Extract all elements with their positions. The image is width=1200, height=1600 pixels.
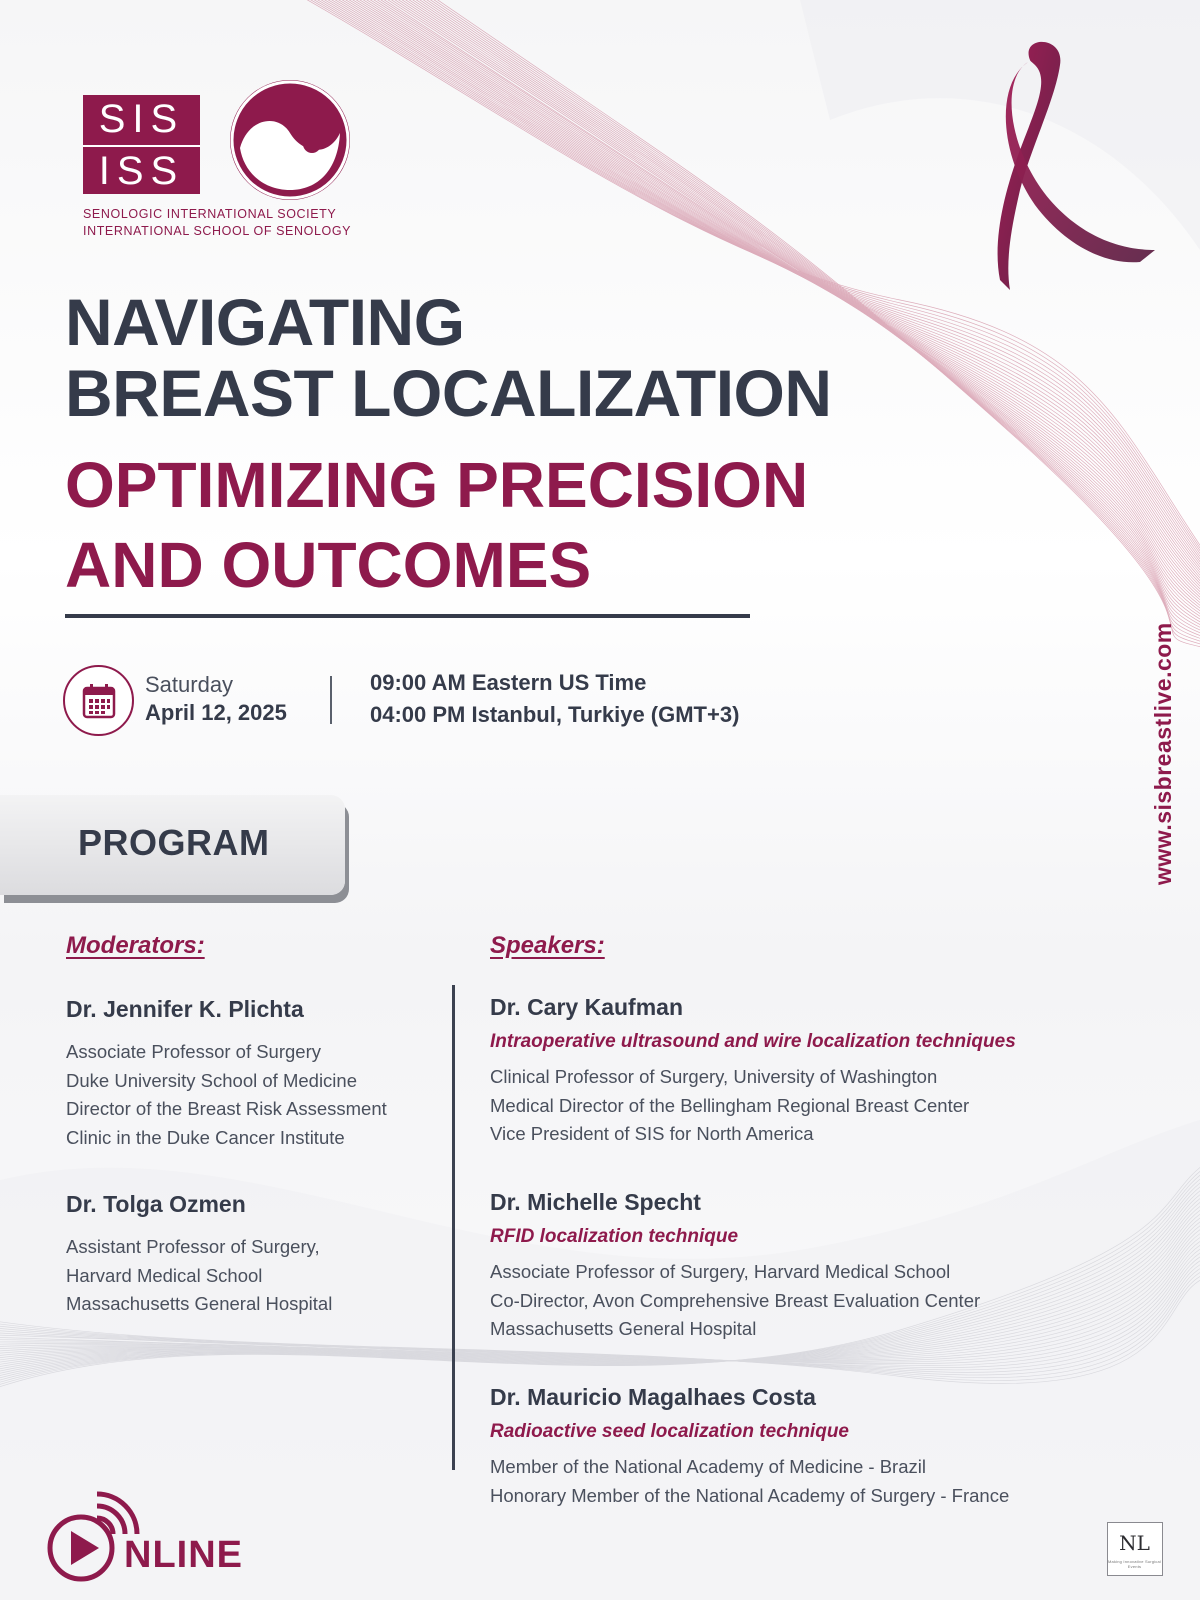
speaker-detail-line: Honorary Member of the National Academy of Surgery - France — [490, 1484, 1010, 1506]
speaker-detail-line: Associate Professor of Surgery, Harvard Medical School — [490, 1261, 951, 1282]
speaker-details — [490, 1063, 969, 1149]
calendar-icon — [82, 683, 116, 719]
nl-badge-text: NL — [1119, 1531, 1150, 1555]
speaker-detail-line: Co-Director, Avon Comprehensive Breast Evaluation Center — [490, 1289, 981, 1311]
speaker-detail-line: Vice President of SIS for North America — [490, 1123, 814, 1144]
moderator-detail-line: Harvard Medical School — [66, 1264, 263, 1286]
calendar-badge — [63, 665, 134, 736]
event-time-us: 09:00 AM Eastern US Time — [370, 670, 647, 695]
online-label: NLINE — [124, 1534, 243, 1576]
moderator-name: Dr. Tolga Ozmen — [66, 1191, 246, 1217]
nl-badge-subtext: Making Innovative Surgical Events — [1108, 1559, 1162, 1569]
title-divider — [65, 614, 750, 618]
moderator-detail-line: Assistant Professor of Surgery, — [66, 1236, 320, 1257]
moderator-detail-line: Associate Professor of Surgery — [66, 1041, 321, 1062]
speakers-heading: Speakers: — [490, 932, 605, 959]
speaker-topic: RFID localization technique — [490, 1226, 739, 1247]
subtitle-line-2: AND OUTCOMES — [65, 529, 592, 601]
moderator-details — [66, 1233, 332, 1319]
sis-iss-logo — [83, 95, 200, 194]
moderator-details — [66, 1038, 387, 1152]
org-name-school: INTERNATIONAL SCHOOL OF SENOLOGY — [83, 224, 352, 238]
awareness-ribbon-icon — [990, 40, 1175, 300]
moderator-detail-line: Director of the Breast Risk Assessment — [66, 1098, 387, 1119]
speaker-detail-line: Massachusetts General Hospital — [490, 1318, 757, 1339]
date-time-separator — [330, 676, 332, 724]
speaker-topic: Radioactive seed localization technique — [490, 1421, 849, 1442]
speaker-name: Dr. Cary Kaufman — [490, 994, 684, 1020]
moderator-detail-line: Clinic in the Duke Cancer Institute — [66, 1126, 345, 1148]
moderator-name: Dr. Jennifer K. Plichta — [66, 996, 304, 1022]
moderator-detail-line: Massachusetts General Hospital — [66, 1293, 333, 1314]
logo-line-sis: SIS — [98, 97, 185, 141]
nl-organizer-badge — [1107, 1522, 1163, 1576]
website-url[interactable]: www.sisbreastlive.com — [1150, 622, 1176, 885]
event-date: April 12, 2025 — [145, 700, 287, 725]
column-divider — [452, 985, 455, 1470]
org-name-society: SENOLOGIC INTERNATIONAL SOCIETY — [83, 207, 337, 221]
yin-yang-icon — [228, 78, 352, 202]
moderators-heading: Moderators: — [66, 932, 205, 959]
speaker-detail-line: Clinical Professor of Surgery, University of Washington — [490, 1066, 938, 1087]
speaker-details — [490, 1453, 1009, 1510]
speaker-name: Dr. Michelle Specht — [490, 1189, 701, 1215]
event-day: Saturday — [145, 672, 234, 697]
speaker-details — [490, 1258, 980, 1344]
speaker-detail-line: Medical Director of the Bellingham Regional Breast Center — [490, 1094, 970, 1116]
moderator-detail-line: Duke University School of Medicine — [66, 1069, 357, 1091]
subtitle-line-1: OPTIMIZING PRECISION — [65, 449, 809, 521]
speaker-name: Dr. Mauricio Magalhaes Costa — [490, 1384, 816, 1410]
logo-line-iss: ISS — [83, 145, 200, 194]
title-line-1: NAVIGATING — [65, 285, 465, 359]
speaker-detail-line: Member of the National Academy of Medicine - Brazil — [490, 1456, 926, 1477]
speaker-topic: Intraoperative ultrasound and wire localization techniques — [490, 1031, 1016, 1052]
title-line-2: BREAST LOCALIZATION — [65, 356, 832, 430]
event-time-tr: 04:00 PM Istanbul, Turkiye (GMT+3) — [370, 702, 740, 727]
program-heading: PROGRAM — [78, 822, 270, 863]
